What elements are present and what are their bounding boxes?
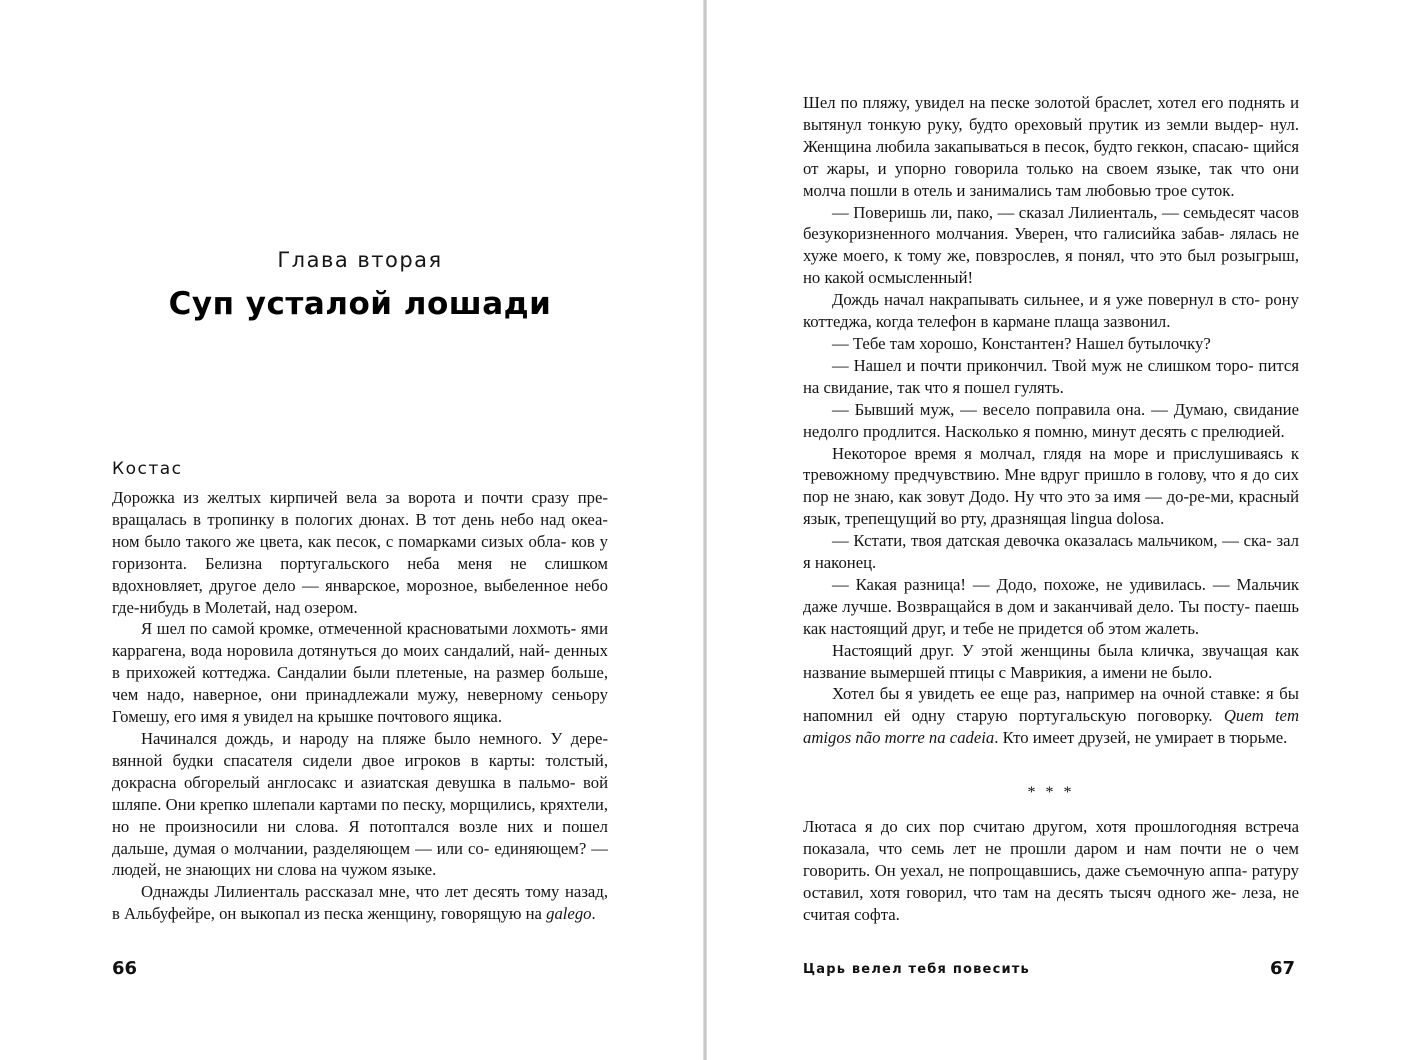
paragraph: — Нашел и почти прикончил. Твой муж не слишком торо- пится на свидание, так что я пошел гулять. (803, 355, 1299, 397)
paragraph (803, 683, 1299, 749)
chapter-label: Глава вторая (277, 248, 443, 272)
left-page (0, 0, 703, 1060)
paragraph: Начинался дождь, и народу на пляже было немного. У дере- вянной будки спасателя сидели двое игроков в карты: толстый, докрасна обгорелый англосакс и азиатская девушка в пальмо- вой шляпе. Они крепко шлепали картами по песку, морщились, кряхтели, но не произносили ни слова. Я потоптался возле них и пошел дальше, думая о молчании, разделяющем — или со- единяющем? — людей, не знающих ни слова на чужом языке. (112, 728, 608, 880)
italic-word: galego (546, 904, 592, 924)
paragraph: Шел по пляжу, увидел на песке золотой браслет, хотел его поднять и вытянул тонкую руку, будто ореховый прутик из земли выдер- нул. Женщина любила закапываться в песок, будто геккон, спасаю- щийся от жары, и упорно говорила только на своем языке, так что они молча пошли в отель и занимались там любовью трое суток. (803, 93, 1299, 200)
right-body-text-after-break (803, 816, 1299, 926)
page-number-left: 66 (112, 958, 138, 979)
chapter-title: Суп усталой лошади (168, 286, 552, 322)
paragraph: Дорожка из желтых кирпичей вела за ворота и почти сразу пре- вращалась в тропинку в пологих дюнах. В тот день небо над океа- ном было такого же цвета, как песок, с помарками сизых обла- ков у горизонта. Белизна португальского неба меня не слишком вдохновляет, другое дело — январское, морозное, выбеленное небо где-нибудь в Молетай, над озером. (112, 488, 608, 617)
running-title: Царь велел тебя повесить (803, 962, 1030, 977)
paragraph-tail: . (591, 904, 596, 924)
paragraph (112, 881, 608, 925)
paragraph: — Поверишь ли, пако, — сказал Лилиенталь, — семьдесят часов безукоризненного молчания. Уверен, что галисийка забав- лялась не хуже моего, к тому же, повзрослев, я понял, что это был розыгрыш, но какой осмысленный! (803, 202, 1299, 288)
right-body-text (803, 92, 1299, 749)
paragraph: — Кстати, твоя датская девочка оказалась мальчиком, — ска- зал я наконец. (803, 531, 1299, 573)
paragraph-text: Однажды Лилиенталь рассказал мне, что лет десять тому назад, в Альбуфейре, он выкопал из песка женщину, говорящую на (112, 882, 608, 924)
paragraph: Я шел по самой кромке, отмеченной красноватыми лохмоть- ями каррагена, вода норовила дотянуться до моих сандалий, най- денных в прихожей коттеджа. Сандалии были плетеные, на размер больше, чем надо, наверное, они принадлежали мужу, неверному сеньору Гомешу, его имя я увидел на крышке почтового ящика. (112, 619, 608, 727)
right-page (707, 0, 1410, 1060)
page-number-right: 67 (1270, 958, 1296, 979)
paragraph: Настоящий друг. У этой женщины была кличка, звучащая как название вымершей птицы с Маврикия, а имени не было. (803, 640, 1299, 682)
paragraph: Дождь начал накрапывать сильнее, и я уже повернул в сто- рону коттеджа, когда телефон в кармане плаща зазвонил. (803, 290, 1299, 332)
paragraph: Лютаса я до сих пор считаю другом, хотя прошлогодняя встреча показала, что семь лет не прошли даром и нам почти не о чем говорить. Он уехал, не попрощавшись, даже съемочную аппа- ратуру оставил, хотя говорил, что там на десять тысяч одного же- леза, не считая софта. (803, 817, 1299, 924)
section-heading: Костас (112, 459, 183, 479)
paragraph: — Тебе там хорошо, Константен? Нашел бутылочку? (832, 333, 1211, 353)
paragraph-tail: . Кто имеет друзей, не умирает в тюрьме. (994, 728, 1288, 748)
section-separator: * * * (1027, 784, 1075, 801)
paragraph: — Какая разница! — Додо, похоже, не удивилась. — Мальчик даже лучше. Возвращайся в дом и заканчивай дело. Ты посту- паешь как настоящий друг, и тебе не придется об этом жалеть. (803, 574, 1299, 638)
italic-proverb: Quem tem amigos não morre na cadeia (803, 706, 1299, 748)
paragraph: — Бывший муж, — весело поправила она. — Думаю, свидание недолго продлится. Насколько я помню, минут десять с прелюдией. (803, 399, 1299, 441)
paragraph-text: Хотел бы я увидеть ее еще раз, например на очной ставке: я бы напомнил ей одну старую португальскую поговорку. (803, 684, 1299, 726)
left-body-text (112, 487, 608, 925)
paragraph: Некоторое время я молчал, глядя на море и прислушиваясь к тревожному предчувствию. Мне вдруг пришло в голову, что я до сих пор не знаю, как зовут Додо. Ну что это за имя — до-ре-ми, красный язык, трепещущий во рту, дразнящая lingua dolosa. (803, 443, 1299, 529)
